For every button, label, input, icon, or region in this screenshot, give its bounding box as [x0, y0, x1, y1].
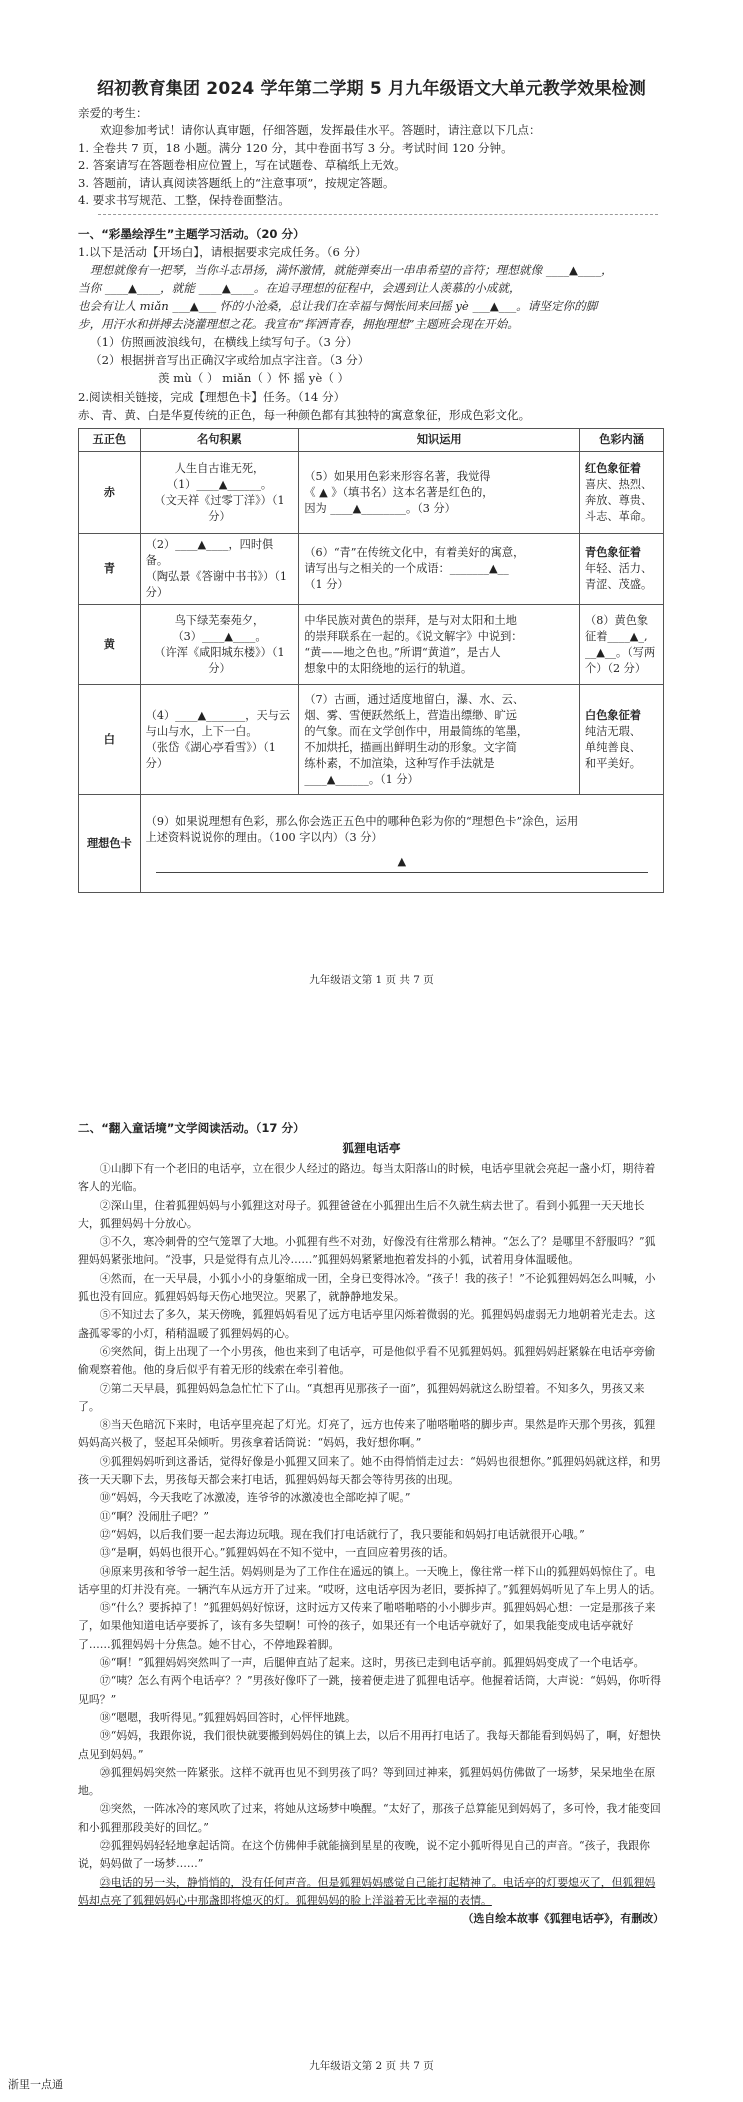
story-paragraph: ②深山里，住着狐狸妈妈与小狐狸这对母子。狐狸爸爸在小狐狸出生后不久就生病去世了。看到小狐狸一天天地长大，狐狸妈妈十分放心。: [78, 1198, 645, 1230]
exam-title: 绍初教育集团 2024 学年第二学期 5 月九年级语文大单元教学效果检测: [96, 79, 646, 99]
welcome-text: 欢迎参加考试！请你认真审题，仔细答题，发挥最佳水平。答题时，请注意以下几点：: [100, 123, 541, 137]
note-2: 2. 答案请写在答题卷相应位置上，写在试题卷、草稿纸上无效。: [78, 158, 406, 172]
knowledge-cell: [299, 534, 580, 605]
divider: [98, 214, 658, 215]
header-cell: 名句积累: [140, 429, 299, 452]
knowledge-cell: [299, 685, 580, 795]
note-3: 3. 答题前，请认真阅读答题纸上的“注意事项”，按规定答题。: [78, 176, 395, 190]
meaning-cell: [580, 452, 664, 534]
cell-line: 因为 ____▲________。（3 分）: [304, 501, 456, 515]
table-row: [79, 534, 664, 605]
cell-line: 红色象征着: [585, 461, 641, 475]
header-cell: 色彩内涵: [580, 429, 664, 452]
cell-line: 人生自古谁无死，: [174, 461, 265, 475]
poem-cell: [140, 605, 299, 685]
cell-line: 请写出与之相关的一个成语：_______▲__: [304, 562, 509, 575]
cell-line: 征着____▲_,: [585, 629, 648, 643]
cell-line: （7）古画，通过适度地留白，瀑、水、云、: [304, 692, 525, 706]
watermark-signature: 浙里一点通: [8, 2078, 63, 2091]
color-cell: 理想色卡: [79, 795, 141, 893]
color-cell: 赤: [79, 452, 141, 534]
cell-line: 不加烘托，描画出鲜明生动的形象。文字简: [304, 740, 517, 754]
greeting: 亲爱的考生：: [78, 106, 148, 120]
cell-line: （文天祥《过零丁洋》）（1 分）: [154, 493, 285, 523]
meaning-cell: [580, 685, 664, 795]
cell-line: “黄——地之色也。”所谓“黄道”，是古人: [304, 645, 501, 659]
story-paragraph: ⑳狐狸妈妈突然一阵紧张。这样不就再也见不到男孩了吗？等到回过神来，狐狸妈妈仿佛做了一场梦，呆呆地坐在原地。: [78, 1765, 656, 1798]
color-cell: 黄: [79, 605, 141, 685]
poem-cell: [140, 685, 299, 795]
task2-description: 赤、青、黄、白是华夏传统的正色，每一种颜色都有其独特的寓意象征，形成色彩文化。: [78, 408, 531, 422]
sub-question-2: （2）根据拼音写出正确汉字或给加点字注音。（3 分）: [90, 353, 370, 367]
story-paragraph: ㉒狐狸妈妈轻轻地拿起话筒。在这个仿佛伸手就能摘到星星的夜晚，说不定小狐听得见自己的声音。“孩子，我跟你说，妈妈做了一场梦……”: [78, 1838, 650, 1871]
cell-line: 练朴素，不加渲染，这种写作手法就是: [304, 756, 495, 770]
cell-line: 喜庆、热烈、: [585, 477, 653, 491]
page-footer: 九年级语文第 1 页 共 7 页: [309, 974, 434, 986]
story-title: 狐狸电话亭: [342, 1141, 401, 1155]
story-paragraph: ⑤不知过去了多久，某天傍晚，狐狸妈妈看见了远方电话亭里闪烁着微弱的光。狐狸妈妈虚弱无力地朝着光走去。这盏孤零零的小灯，稍稍温暖了狐狸妈妈的心。: [78, 1308, 656, 1340]
opening-passage-line-3: 也会有让人 miǎn ___▲___ 怀的小沧桑，总让我们在幸福与惆怅间来回摇 yè ___▲___。请坚定你的脚: [78, 299, 598, 313]
cell-line: 单纯善良、: [585, 740, 641, 754]
task1-instruction: 1.以下是活动【开场白】，请根据要求完成任务。（6 分）: [78, 245, 367, 259]
cell-line: 鸟下绿芜秦苑夕，: [174, 613, 265, 627]
opening-passage-line-4: 步，用汗水和拼搏去浇灌理想之花。我宣布“挥洒青春，拥抱理想”主题班会现在开始。: [78, 317, 519, 331]
cell-line: （8）黄色象: [585, 613, 649, 627]
cell-line: 烟、雾、雪便跃然纸上，营造出缥缈、旷远: [304, 708, 517, 722]
cell-line: 奔放、尊贵、: [585, 493, 653, 507]
cell-line: 中华民族对黄色的崇拜，是与对太阳和土地: [304, 613, 517, 627]
cell-line: 的气象。而在文学创作中，用最简练的笔墨，: [304, 724, 529, 738]
task2-instruction: 2.阅读相关链接，完成【理想色卡】任务。（14 分）: [78, 390, 346, 404]
cell-line: （5）如果用色彩来形容名著，我觉得: [304, 469, 491, 483]
knowledge-cell: [299, 452, 580, 534]
cell-line: 的崇拜联系在一起的。《说文解字》中说到：: [304, 629, 523, 643]
table-row: [79, 605, 664, 685]
cell-line: （4）____▲_______，天与云: [145, 708, 291, 722]
cell-line: （9）如果说理想有色彩，那么你会选正五色中的哪种色彩为你的“理想色卡”涂色，运用: [145, 815, 579, 828]
exam-page-2: [0, 1090, 743, 2090]
story-body: [78, 1160, 664, 1928]
cell-line: __▲__。（写两: [585, 645, 656, 659]
pinyin-blanks: 羡 mù（ ） miǎn（ ）怀 摇 yè（ ）: [158, 371, 350, 385]
table-header-row: [79, 429, 664, 452]
story-paragraph: ⑱“嗯嗯，我听得见。”狐狸妈妈回答时，心怦怦地跳。: [99, 1710, 356, 1724]
cell-line: （张岱《湖心亭看雪》）（1 分）: [145, 740, 276, 770]
table-row: [79, 795, 664, 893]
section1-heading: 一、“彩墨绘浮生”主题学习活动。（20 分）: [78, 227, 305, 241]
story-paragraph: ㉓电话的另一头，静悄悄的，没有任何声音。但是狐狸妈妈感觉自己能打起精神了。电话亭的灯要熄灭了，但狐狸妈妈却点亮了狐狸妈妈心中那盏即将熄灭的灯。狐狸妈妈的脸上洋溢着无比幸福的表情。: [78, 1875, 656, 1907]
color-card-table: [78, 428, 664, 893]
table-row: [79, 452, 664, 534]
answer-line: ▲: [156, 854, 648, 873]
cell-line: 年轻、活力、: [585, 562, 653, 575]
cell-line: （1）____▲______。: [166, 477, 273, 491]
cell-line: （陶弘景《答谢中书书》）（1: [145, 570, 287, 583]
poem-cell: [140, 534, 299, 605]
story-paragraph: ⑭原来男孩和爷爷一起生活。妈妈则是为了工作住在遥远的镇上。一天晚上，像往常一样下山的狐狸妈妈惊住了。电话亭里的灯并没有亮。一辆汽车从远方开了过来。“哎呀，这电话亭因为老旧，要拆掉了。”狐狸妈妈听见了车上男人的话。: [78, 1564, 661, 1596]
cell-line: ____▲______。（1 分）: [304, 772, 419, 786]
cell-line: 青涩、茂盛。: [585, 578, 653, 591]
cell-line: 分）: [145, 586, 169, 599]
story-paragraph: ⑮“什么？要拆掉了！”狐狸妈妈好惊讶，这时远方又传来了啪嗒啪嗒的小小脚步声。狐狸妈妈心想：一定是那孩子来了，如果他知道电话亭要拆了，该有多失望啊！可怜的孩子，如果还有一个电话亭就好了，如果我能变成电话亭就好了……狐狸妈妈十分焦急。她不甘心，不停地跺着脚。: [78, 1601, 656, 1651]
story-paragraph: ⑯“啊！”狐狸妈妈突然叫了一声，后腿伸直站了起来。这时，男孩已走到电话亭前。狐狸妈妈变成了一个电话亭。: [99, 1656, 645, 1670]
meaning-cell: [580, 605, 664, 685]
story-paragraph: ⑧当天色暗沉下来时，电话亭里亮起了灯光。灯亮了，远方也传来了啪嗒啪嗒的脚步声。果然是昨天那个男孩，狐狸妈妈高兴极了，竖起耳朵倾听。男孩拿着话筒说：“妈妈，我好想你啊。”: [78, 1418, 656, 1450]
story-paragraph: ⑬“是啊，妈妈也很开心。”狐狸妈妈在不知不觉中，一直回应着男孩的话。: [99, 1546, 454, 1560]
cell-line: 纯洁无瑕、: [585, 724, 641, 738]
section2-heading: 二、“翻入童话境”文学阅读活动。（17 分）: [78, 1121, 305, 1135]
knowledge-cell: [299, 605, 580, 685]
meaning-cell: [580, 534, 664, 605]
cell-line: （6）“青”在传统文化中，有着美好的寓意，: [304, 546, 525, 559]
cell-line: 《 ▲ 》（填书名）这本名著是红色的，: [304, 485, 494, 499]
story-paragraph: ③不久，寒冷刺骨的空气笼罩了大地。小狐狸有些不对劲，好像没有往常那么精神。“怎么了？是哪里不舒服吗？”狐狸妈妈紧张地问。“没事，只是觉得有点儿冷……”狐狸妈妈紧紧地抱着发抖的小狐，试着用身体温暖他。: [78, 1235, 656, 1267]
note-1: 1. 全卷共 7 页，18 小题。满分 120 分，其中卷面书写 3 分。考试时间 120 分钟。: [78, 141, 513, 155]
cell-line: （1 分）: [304, 578, 349, 591]
story-paragraph: ④然而，在一天早晨，小狐小小的身躯缩成一团，全身已变得冰冷。“孩子！我的孩子！”不论狐狸妈妈怎么叫喊，小狐也没有回应。狐狸妈妈每天伤心地哭泣。哭累了，就静静地发呆。: [78, 1271, 656, 1304]
cell-line: 和平美好。: [585, 756, 641, 770]
story-paragraph: ⑦第二天早晨，狐狸妈妈急急忙忙下了山。“真想再见那孩子一面”，狐狸妈妈就这么盼望着。不知多久，男孩又来了。: [78, 1381, 645, 1413]
page-footer: 九年级语文第 2 页 共 7 页: [309, 2060, 434, 2072]
opening-passage-line-1: 理想就像有一把琴，当你斗志昂扬，满怀激情，就能弹奏出一串串希望的音符；理想就像 ____▲____，: [90, 263, 613, 277]
cell-line: 与山与水，上下一白。: [145, 724, 258, 738]
color-cell: 白: [79, 685, 141, 795]
story-paragraph: ⑫“妈妈，以后我们要一起去海边玩哦。现在我们打电话就行了，我只要能和妈妈打电话就很开心哦。”: [99, 1527, 585, 1541]
story-paragraph: ①山脚下有一个老旧的电话亭，立在很少人经过的路边。每当太阳落山的时候，电话亭里就会亮起一盏小灯，期待着客人的光临。: [78, 1162, 656, 1194]
cell-line: （3）____▲____。: [172, 629, 267, 643]
cell-line: （许浑《咸阳城东楼》）（1 分）: [154, 645, 285, 675]
cell-line: 上述资料说说你的理由。（100 字以内）（3 分）: [145, 831, 383, 844]
story-source: （选自绘本故事《狐狸电话亭》，有删改）: [462, 1912, 664, 1926]
exam-page-1: [0, 0, 743, 1010]
sub-question-1: （1）仿照画波浪线句，在横线上续写句子。（3 分）: [90, 335, 358, 349]
note-4: 4. 要求书写规范、工整，保持卷面整洁。: [78, 193, 290, 207]
story-paragraph: ⑪“啊？没闹肚子吧？”: [99, 1509, 209, 1523]
cell-line: 白色象征着: [585, 708, 641, 722]
story-paragraph: ⑲“妈妈，我跟你说，我们很快就要搬到妈妈住的镇上去，以后不用再打电话了。我每天都能看到妈妈了，啊，好想快点见到妈妈。”: [78, 1729, 661, 1761]
ideal-color-question-cell: [140, 795, 663, 893]
story-paragraph: ⑨狐狸妈妈听到这番话，觉得好像是小狐狸又回来了。她不由得悄悄走过去：“妈妈也很想你。”狐狸妈妈就这样，和男孩一天天聊下去，男孩每天都会来打电话，狐狸妈妈每天都会等待男孩的出现。: [78, 1454, 661, 1487]
story-paragraph: ⑥突然间，街上出现了一个小男孩，他也来到了电话亭，可是他似乎看不见狐狸妈妈。狐狸妈妈赶紧躲在电话亭旁偷偷观察着他。他的身后似乎有着无形的线索在牵引着他。: [78, 1344, 656, 1377]
header-cell: 知识运用: [299, 429, 580, 452]
cell-line: 斗志、革命。: [585, 509, 653, 523]
table-row: [79, 685, 664, 795]
header-cell: 五正色: [79, 429, 141, 452]
cell-line: 个）（2 分）: [585, 661, 647, 675]
color-cell: 青: [79, 534, 141, 605]
story-paragraph: ㉑突然，一阵冰冷的寒风吹了过来，将她从这场梦中唤醒。“太好了，那孩子总算能见到妈妈了，多可怜，我才能变回和小狐狸那段美好的回忆。”: [78, 1802, 661, 1834]
story-paragraph: ⑩“妈妈，今天我吃了冰激凌，连爷爷的冰激凌也全部吃掉了呢。”: [99, 1491, 411, 1505]
story-paragraph: ⑰“咦？怎么有两个电话亭？？”男孩好像吓了一跳，接着便走进了狐狸电话亭。他握着话筒，大声说：“妈妈，你听得见吗？”: [78, 1674, 662, 1706]
poem-cell: [140, 452, 299, 534]
cell-line: 想象中的太阳绕地的运行的轨道。: [304, 661, 473, 675]
cell-line: （2）____▲____，四时俱备。: [145, 538, 274, 567]
opening-passage-line-2: 当你 ____▲____，就能 ____▲____。在追寻理想的征程中，会遇到让人羡慕的小成就，: [78, 281, 521, 295]
cell-line: 青色象征着: [585, 546, 641, 559]
